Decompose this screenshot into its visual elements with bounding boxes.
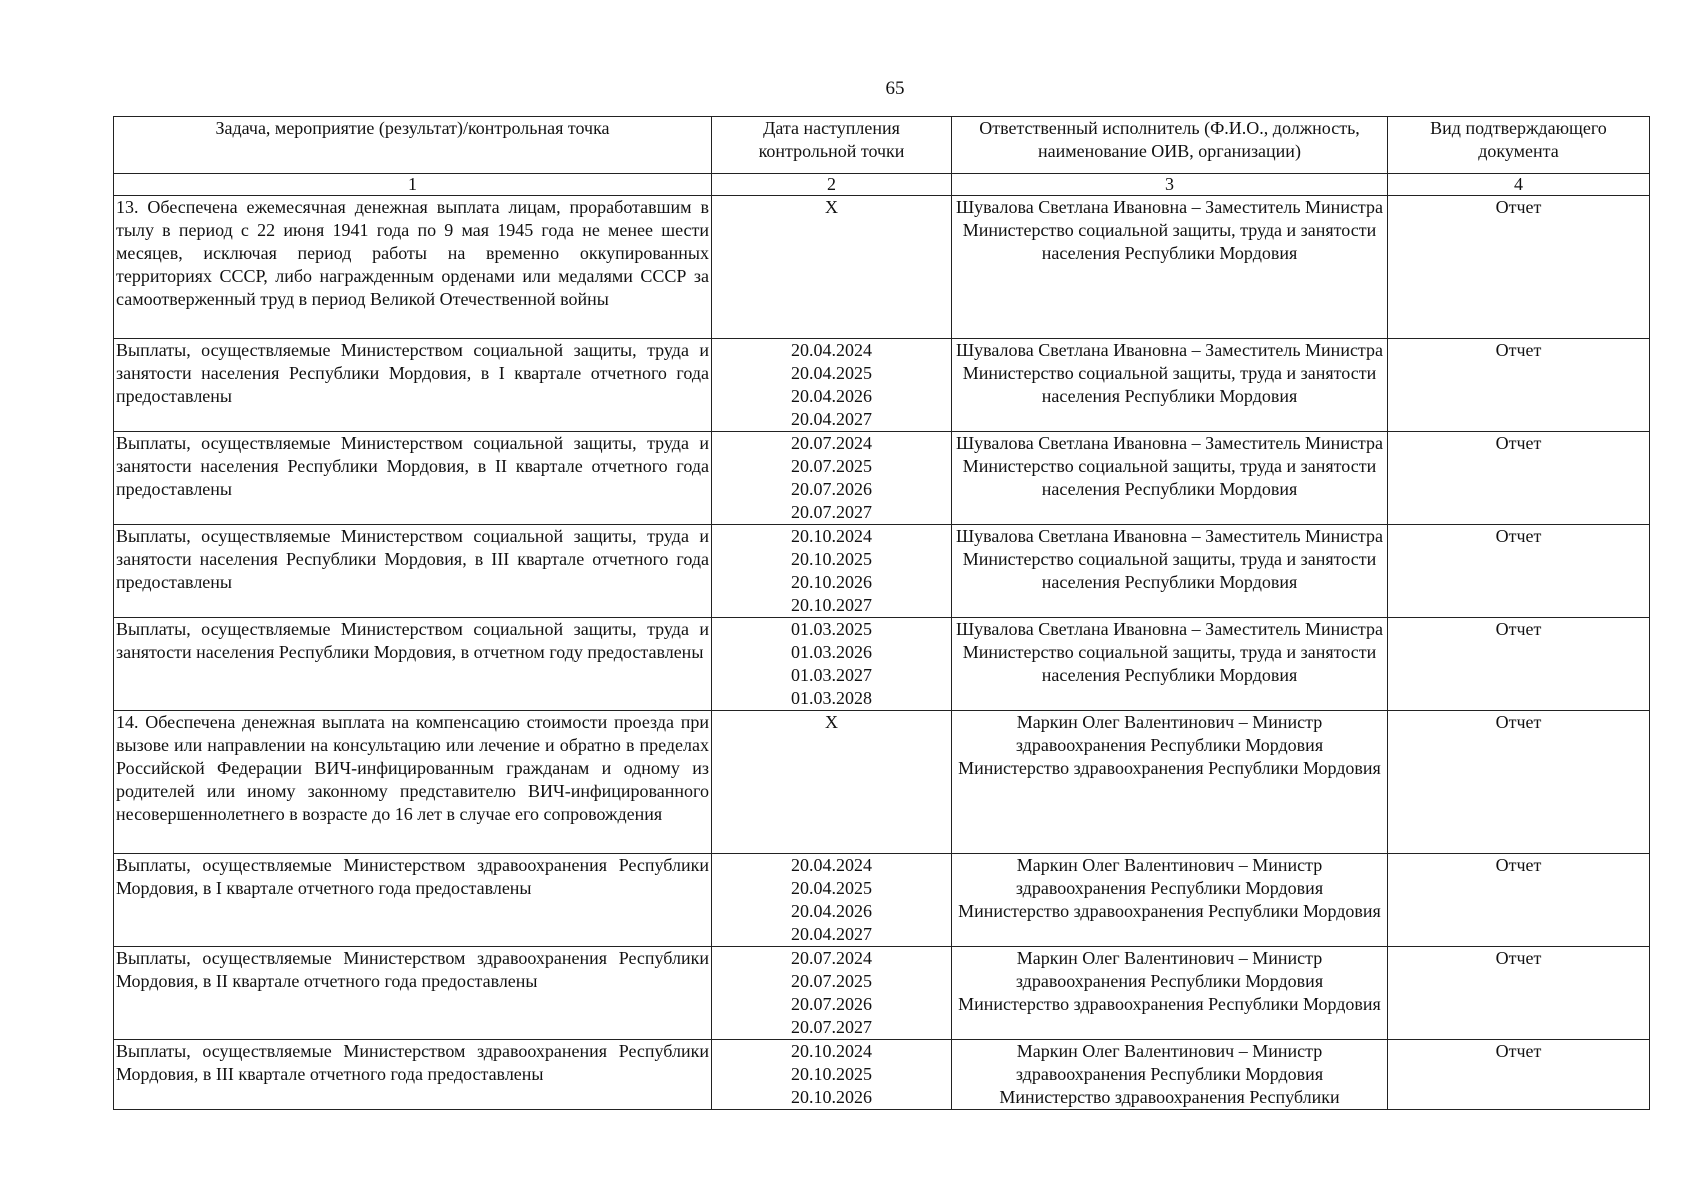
executor-person: Шувалова Светлана Ивановна – Заместитель Министра	[955, 619, 1384, 639]
control-date: 20.07.2024	[791, 433, 872, 453]
executor-organization: Министерство социальной защиты, труда и занятости населения Республики Мордовия	[962, 642, 1377, 685]
task-cell: Выплаты, осуществляемые Министерством социальной защиты, труда и занятости населения Республики Мордовия, в отчетном году предоставлены	[114, 618, 712, 711]
task-cell: Выплаты, осуществляемые Министерством здравоохранения Республики Мордовия, в III квартале отчетного года предоставлены	[114, 1040, 712, 1110]
column-number: 2	[712, 174, 952, 196]
control-date: 20.10.2024	[791, 1041, 872, 1061]
control-date: 01.03.2027	[791, 665, 872, 685]
control-date: X	[825, 197, 838, 217]
control-date: 20.10.2025	[791, 549, 872, 569]
column-number-row	[114, 174, 1650, 196]
page-number: 65	[885, 78, 905, 99]
control-date: 20.04.2024	[791, 340, 872, 360]
date-cell	[712, 711, 952, 854]
control-date: 20.10.2026	[791, 572, 872, 592]
document-type-cell: Отчет	[1388, 947, 1650, 1040]
executor-person: Маркин Олег Валентинович – Министр здравоохранения Республики Мордовия	[1015, 712, 1324, 755]
document-type-cell: Отчет	[1388, 525, 1650, 618]
document-type-cell: Отчет	[1388, 339, 1650, 432]
header-document: Вид подтверждающего документа	[1388, 117, 1650, 174]
control-date: 20.04.2025	[791, 363, 872, 383]
table-row	[114, 339, 1650, 432]
column-number: 3	[952, 174, 1388, 196]
control-date: 01.03.2026	[791, 642, 872, 662]
control-date: 20.04.2025	[791, 878, 872, 898]
executor-organization: Министерство социальной защиты, труда и занятости населения Республики Мордовия	[962, 220, 1377, 263]
table-row	[114, 618, 1650, 711]
task-cell: 14. Обеспечена денежная выплата на компенсацию стоимости проезда при вызове или направлении на консультацию или лечение и обратно в пределах Российской Федерации ВИЧ-инфицированным гражданам и одному из родителей или иному законному представителю ВИЧ-инфицированного несовершеннолетнего в возрасте до 16 лет в случае его сопровождения	[114, 711, 712, 854]
date-cell	[712, 1040, 952, 1110]
executor-cell	[952, 618, 1388, 711]
header-executor: Ответственный исполнитель (Ф.И.О., должность, наименование ОИВ, организации)	[952, 117, 1388, 174]
table-row	[114, 854, 1650, 947]
control-date: 20.10.2025	[791, 1064, 872, 1084]
date-cell	[712, 854, 952, 947]
executor-cell	[952, 432, 1388, 525]
control-date: 20.07.2025	[791, 456, 872, 476]
task-cell: Выплаты, осуществляемые Министерством здравоохранения Республики Мордовия, в II квартале отчетного года предоставлены	[114, 947, 712, 1040]
document-type-cell: Отчет	[1388, 618, 1650, 711]
executor-organization: Министерство социальной защиты, труда и занятости населения Республики Мордовия	[962, 456, 1377, 499]
task-cell: Выплаты, осуществляемые Министерством социальной защиты, труда и занятости населения Республики Мордовия, в I квартале отчетного года предоставлены	[114, 339, 712, 432]
control-date: 20.07.2027	[791, 502, 872, 522]
table-row	[114, 196, 1650, 339]
executor-person: Маркин Олег Валентинович – Министр здравоохранения Республики Мордовия	[1015, 948, 1324, 991]
control-date: 20.07.2027	[791, 1017, 872, 1037]
table-row	[114, 525, 1650, 618]
control-date: X	[825, 712, 838, 732]
header-task: Задача, мероприятие (результат)/контрольная точка	[114, 117, 712, 174]
header-date: Дата наступления контрольной точки	[712, 117, 952, 174]
table-header-row	[114, 117, 1650, 174]
document-type-cell: Отчет	[1388, 1040, 1650, 1110]
executor-person: Шувалова Светлана Ивановна – Заместитель Министра	[955, 433, 1384, 453]
table-row	[114, 711, 1650, 854]
date-cell	[712, 947, 952, 1040]
table-row	[114, 1040, 1650, 1110]
executor-organization: Министерство социальной защиты, труда и занятости населения Республики Мордовия	[962, 549, 1377, 592]
document-type-cell: Отчет	[1388, 711, 1650, 854]
document-type-cell: Отчет	[1388, 196, 1650, 339]
executor-person: Шувалова Светлана Ивановна – Заместитель Министра	[955, 526, 1384, 546]
control-date: 20.04.2026	[791, 901, 872, 921]
control-date: 20.04.2027	[791, 409, 872, 429]
control-date: 20.04.2027	[791, 924, 872, 944]
date-cell	[712, 525, 952, 618]
task-cell: Выплаты, осуществляемые Министерством социальной защиты, труда и занятости населения Республики Мордовия, в III квартале отчетного года предоставлены	[114, 525, 712, 618]
control-date: 20.10.2026	[791, 1087, 872, 1107]
table-row	[114, 432, 1650, 525]
executor-organization: Министерство здравоохранения Республики Мордовия	[958, 758, 1381, 778]
control-date: 20.07.2024	[791, 948, 872, 968]
task-cell: Выплаты, осуществляемые Министерством социальной защиты, труда и занятости населения Республики Мордовия, в II квартале отчетного года предоставлены	[114, 432, 712, 525]
executor-cell	[952, 339, 1388, 432]
document-type-cell: Отчет	[1388, 854, 1650, 947]
control-date: 20.07.2026	[791, 994, 872, 1014]
executor-cell	[952, 1040, 1388, 1110]
control-date: 01.03.2028	[791, 688, 872, 708]
control-date: 20.04.2024	[791, 855, 872, 875]
executor-cell	[952, 711, 1388, 854]
control-date: 20.07.2026	[791, 479, 872, 499]
control-date: 20.07.2025	[791, 971, 872, 991]
task-cell: Выплаты, осуществляемые Министерством здравоохранения Республики Мордовия, в I квартале отчетного года предоставлены	[114, 854, 712, 947]
executor-cell	[952, 196, 1388, 339]
date-cell	[712, 339, 952, 432]
date-cell	[712, 196, 952, 339]
executor-person: Шувалова Светлана Ивановна – Заместитель Министра	[955, 340, 1384, 360]
table-row	[114, 947, 1650, 1040]
executor-cell	[952, 947, 1388, 1040]
executor-organization: Министерство здравоохранения Республики Мордовия	[958, 901, 1381, 921]
document-type-cell: Отчет	[1388, 432, 1650, 525]
executor-person: Маркин Олег Валентинович – Министр здравоохранения Республики Мордовия	[1015, 1041, 1324, 1084]
executor-organization: Министерство здравоохранения Республики	[999, 1087, 1340, 1107]
table-body	[114, 196, 1650, 1110]
executor-organization: Министерство социальной защиты, труда и занятости населения Республики Мордовия	[962, 363, 1377, 406]
column-number: 4	[1388, 174, 1650, 196]
control-date: 20.10.2024	[791, 526, 872, 546]
date-cell	[712, 432, 952, 525]
column-number: 1	[114, 174, 712, 196]
control-date: 20.04.2026	[791, 386, 872, 406]
executor-person: Маркин Олег Валентинович – Министр здравоохранения Республики Мордовия	[1015, 855, 1324, 898]
task-cell: 13. Обеспечена ежемесячная денежная выплата лицам, проработавшим в тылу в период с 22 июня 1941 года по 9 мая 1945 года не менее шести месяцев, исключая период работы на временно оккупированных территориях СССР, либо награжденным орденами или медалями СССР за самоотверженный труд в период Великой Отечественной войны	[114, 196, 712, 339]
executor-organization: Министерство здравоохранения Республики Мордовия	[958, 994, 1381, 1014]
control-date: 20.10.2027	[791, 595, 872, 615]
control-date: 01.03.2025	[791, 619, 872, 639]
executor-cell	[952, 854, 1388, 947]
control-points-table	[113, 116, 1650, 1110]
executor-cell	[952, 525, 1388, 618]
executor-person: Шувалова Светлана Ивановна – Заместитель Министра	[955, 197, 1384, 217]
date-cell	[712, 618, 952, 711]
